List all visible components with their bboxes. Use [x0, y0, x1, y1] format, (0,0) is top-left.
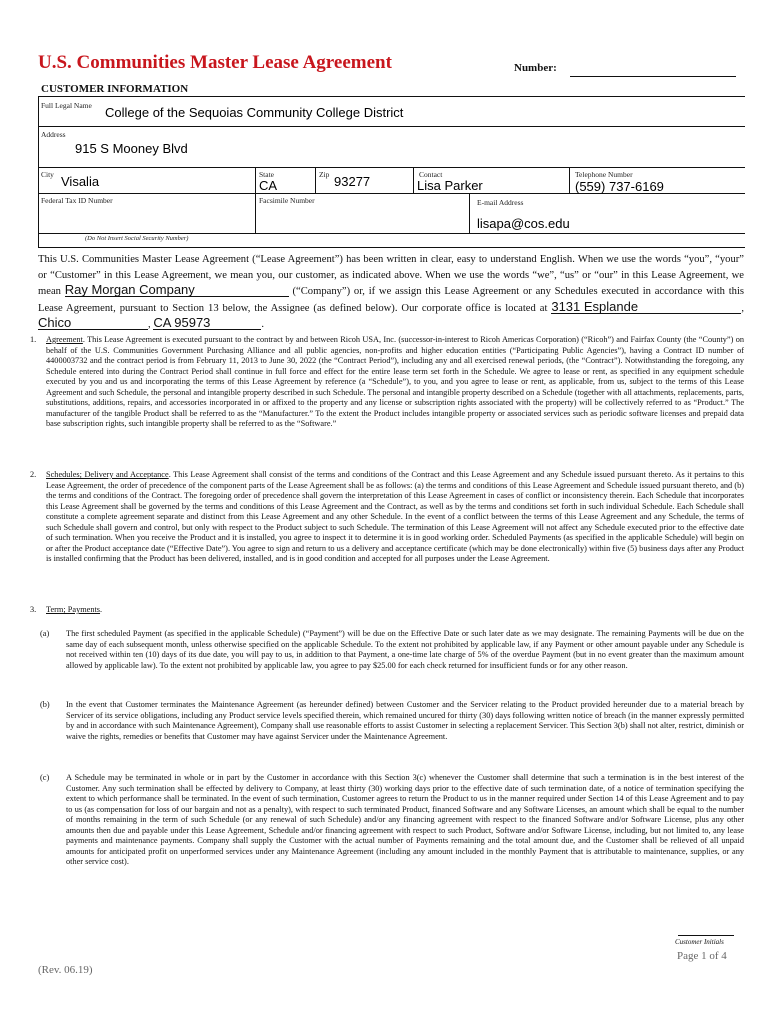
zip-label: Zip — [319, 170, 330, 179]
document-title: U.S. Communities Master Lease Agreement — [38, 52, 392, 73]
section-3-tail: . — [100, 605, 103, 614]
separator: , — [741, 302, 744, 314]
telephone-label: Telephone Number — [575, 170, 633, 179]
section-3-heading: Term; Payments — [46, 605, 101, 614]
section-3b-text: In the event that Customer terminates the Maintenance Agreement (as hereunder defined) between Customer and the Servicer relating to the Product provided hereunder due to a material breach by Servicer of its service obligations, including any Product service levels specified therein, which remained uncured for thirty (30) days following written notice of breach (in the manner expressly permitted by and in accordance with such Maintenance Agreement), Company shall use reasonable efforts to assist Customer in selecting a replacement Servicer. This Section 3(b) shall not alter, restrict, diminish or waive the rights, remedies or benefits that Customer may have against Servicer under the Maintenance Agreement. — [66, 700, 744, 741]
contact-field[interactable]: Lisa Parker — [417, 178, 483, 193]
separator: . — [261, 319, 264, 330]
city-field[interactable]: Visalia — [61, 174, 100, 189]
number-field[interactable] — [570, 76, 736, 77]
address-field[interactable]: 915 S Mooney Blvd — [75, 141, 188, 156]
row-divider — [39, 233, 745, 234]
customer-information-form — [38, 96, 745, 248]
section-2-text: . This Lease Agreement shall consist of the terms and conditions of the Contract and this Lease Agreement and any Schedule issued pursuant thereto. As it pertains to this Lease Agreement, the order of precedence of the component parts of the Lease Agreement shall be as follows: (a) the terms and conditions of this Lease Agreement and Schedule issued pursuant thereto, and (b) the terms and conditions of the Contract. The foregoing order of precedence shall govern the interpretation of this Lease Agreement in cases of conflict or inconsistency therein. Each Schedule that incorporates this Lease Agreement shall be governed by the terms and conditions of this Lease Agreement and the Contract, as well as by the terms and conditions set forth in such individual Schedule. Each Schedule shall constitute a complete agreement separate and distinct from this Lease Agreement and any other Schedule. In the event of a conflict between the terms of this Lease Agreement and any Schedule, the terms of such Schedule shall govern and control, but only with respect to the Product subject to such Schedule. The termination of this Lease Agreement will not affect any Schedule executed prior to the effective date of such termination. When you receive the Product and it is installed, you agree to inspect it to determine it is in good working order. Scheduled Payments (as specified in the applicable Schedule) will begin on or after the Product acceptance date (“Effective Date”). You agree to sign and return to us a delivery and acceptance certificate (which may be done electronically) within five (5) business days after any Product is installed confirming that the Product has been delivered, installed, and is in good condition and accepted for all purposes under the Lease Agreement. — [46, 470, 744, 563]
state-label: State — [259, 170, 274, 179]
zip-field[interactable]: 93277 — [334, 174, 371, 189]
email-label: E-mail Address — [477, 198, 524, 207]
column-divider — [569, 167, 570, 193]
office-city-field[interactable]: Chico — [38, 316, 148, 330]
column-divider — [413, 167, 414, 193]
column-divider — [315, 167, 316, 193]
company-name-field[interactable]: Ray Morgan Company — [65, 283, 289, 297]
section-3c-text: A Schedule may be terminated in whole or in part by the Customer in accordance with this Section 3(c) whenever the Customer shall determine that such a termination is in the best interest of the Customer. Any such termination shall be effected by delivery to Company, at least thirty (30) working days prior to the effective date of such termination date, of a notice of termination specifying the extent to which performance shall be terminated. In the event of such termination, Customer agrees to return the Product to us in the manner required under Section 14 of this Lease Agreement and to pay to us (as compensation for loss of our bargain and not as a penalty), with respect to such terminated Product, financed Software and any Software Licenses, an amount which shall be equal to the number of months remaining in the term of such Schedule (or any renewal of such Schedule) and/or any financing agreement with respect to the financed Software and/or Software License, plus any other amounts then due and payable under this Lease Agreement, Schedule and/or financing agreement with respect to such Product, Software and/or Software License, including, but not limited to, any lease payments and maintenance payments. Company shall supply the Customer with the actual number of Payments remaining and the total amount due, and the Customer shall be relieved of all unpaid amounts for anticipated profit on unperformed services under any Maintenance Agreement (including any amount included in the monthly Payment that is attributable to maintenance, supplies, or any other service cost). — [66, 773, 744, 866]
column-divider — [469, 193, 470, 233]
section-3a-text: The first scheduled Payment (as specified in the applicable Schedule) (“Payment”) will be due on the Effective Date or such later date as we may designate. The remaining Payments will be due on the same day of each subsequent month, unless otherwise specified on the applicable Schedule. To the extent not prohibited by applicable law, if any Payment or other amount payable under any Schedule is not received within ten (10) days of its due date, you will pay to us, in addition to that Payment, a one-time late charge of 5% of the overdue Payment (but in no event greater than the maximum amount allowed by applicable law). To the extent not prohibited by applicable law, you agree to pay $25.00 for each check returned for insufficient funds or for any other reason. — [66, 629, 744, 670]
contact-label: Contact — [419, 170, 443, 179]
number-label: Number: — [514, 62, 557, 74]
section-2-heading: Schedules; Delivery and Acceptance — [46, 470, 169, 479]
federal-tax-id-label: Federal Tax ID Number — [41, 196, 113, 205]
email-field[interactable]: lisapa@cos.edu — [477, 216, 570, 231]
office-state-zip-field[interactable]: CA 95973 — [153, 316, 261, 330]
column-divider — [255, 167, 256, 233]
office-street-field[interactable]: 3131 Esplande — [551, 300, 741, 314]
section-2-number: 2. — [30, 470, 37, 479]
section-3b-label: (b) — [40, 700, 50, 709]
intro-text-part2: (“Company”) or, if we assign this Lease Agreement or any Schedules executed in accordance with this Lease Agreement, pursuant to Section 13 below, the Assignee (as defined below). Our corporate office is located at — [38, 286, 745, 314]
intro-text-part1: This U.S. Communities Master Lease Agreement (“Lease Agreement”) has been written in clear, easy to understand English. When we use the words “you”, “your” or “Customer” in this Lease Agreement, we mean you, our customer, as indicated above. When we use the words “we”, “us” or “our” in this Lease Agreement, we mean — [38, 254, 744, 297]
city-label: City — [41, 170, 54, 179]
section-2 — [46, 470, 744, 565]
ssn-note: (Do Not Insert Social Security Number) — [85, 235, 189, 242]
full-legal-name-field[interactable]: College of the Sequoias Community College District — [105, 105, 404, 120]
section-3c-label: (c) — [40, 773, 50, 782]
section-1-text: . This Lease Agreement is executed pursuant to the contract by and between Ricoh USA, Inc. (successor-in-interest to Ricoh Americas Corporation) (“Ricoh”) and Fairfax County (the “County”) on behalf of the U.S. Communities Government Purchasing Alliance and all public agencies, non-profits and higher education entities (“Participating Public Agencies”), having a Contract ID number of 4400003732 and the contract period is from February 11, 2013 to June 30, 2022 (the “Contract Period”), including any and all exercised renewal periods, (the “Contract”). Notwithstanding the foregoing, any Schedule entered into during the Contract Period shall continue in full force and effect for the entire lease term set forth in the Schedule. We agree to lease or rent, as specified in any equipment schedule executed by you and us and incorporating the terms of this Lease Agreement by reference (a “Schedule”), to you, and you agree to lease or rent, as applicable, from us, subject to the terms of this Lease Agreement and such Schedule, the personal and intangible property described in such Schedule. The personal and intangible property described on a Schedule (together with all attachments, replacements, parts, substitutions, additions, repairs, and accessories incorporated in or affixed to the property and any license or subscription rights associated with the property) will be collectively referred to as “Product.” The manufacturer of the tangible Product shall be referred to as the “Manufacturer.” To the extent the Product includes intangible property or associated services such as periodic software licenses and prepaid data base subscription rights, such intangible property shall be referred to as the “Software.” — [46, 335, 744, 428]
full-legal-name-label: Full Legal Name — [41, 101, 92, 110]
section-3 — [46, 605, 744, 616]
section-1-heading: Agreement — [46, 335, 83, 344]
telephone-field[interactable]: (559) 737-6169 — [575, 179, 664, 194]
facsimile-label: Facsimile Number — [259, 196, 315, 205]
customer-information-heading: CUSTOMER INFORMATION — [41, 83, 189, 95]
address-label: Address — [41, 130, 66, 139]
row-divider — [39, 167, 745, 168]
page-number: Page 1 of 4 — [677, 950, 727, 962]
section-1 — [46, 335, 744, 430]
customer-initials-label: Customer Initials — [675, 938, 724, 946]
separator: , — [148, 319, 151, 330]
section-3-number: 3. — [30, 605, 37, 614]
section-1-number: 1. — [30, 335, 37, 344]
row-divider — [39, 126, 745, 127]
state-field[interactable]: CA — [259, 178, 278, 193]
intro-paragraph — [38, 252, 744, 333]
section-3a-label: (a) — [40, 629, 50, 638]
customer-initials-field[interactable] — [678, 935, 734, 936]
revision-label: (Rev. 06.19) — [38, 964, 93, 976]
